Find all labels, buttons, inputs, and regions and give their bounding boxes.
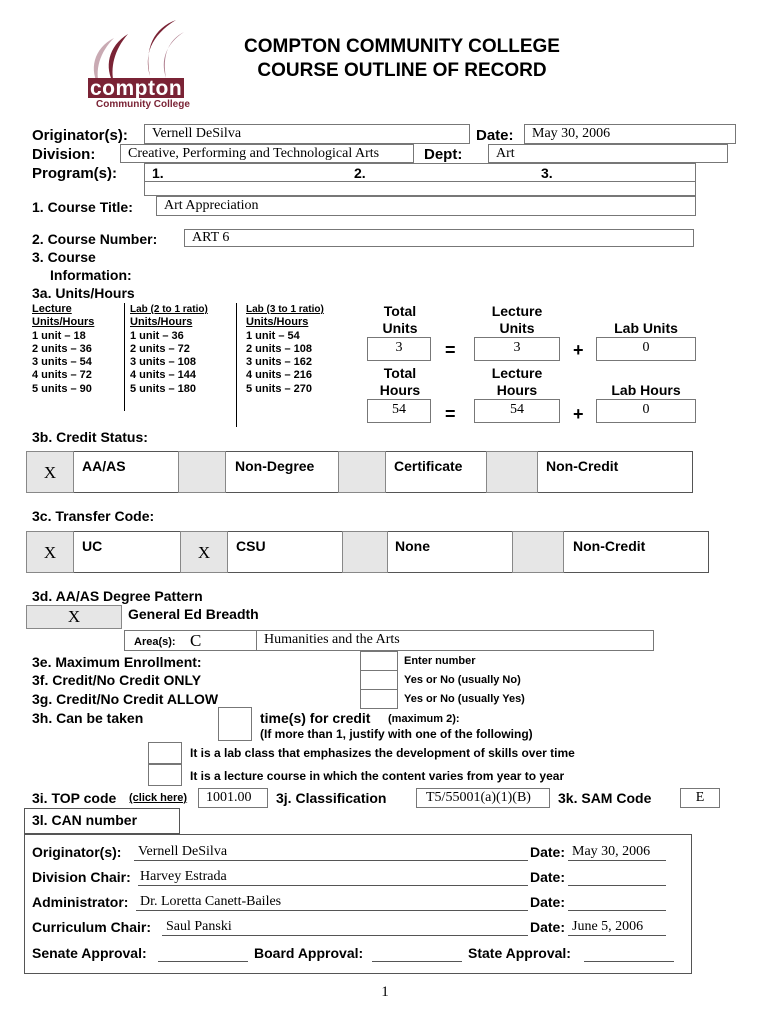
lecture-header-2: Units/Hours xyxy=(32,316,95,328)
state-approval-label: State Approval: xyxy=(468,945,571,961)
sig-chair-line xyxy=(138,885,528,886)
date-value: May 30, 2006 xyxy=(532,126,611,141)
sig-admin-date-line xyxy=(568,910,666,911)
units-divider xyxy=(236,303,237,427)
lab-hours-value: 0 xyxy=(642,402,650,417)
dept-field[interactable] xyxy=(488,144,728,163)
equals-sign: = xyxy=(445,340,456,360)
classification-label: 3j. Classification xyxy=(276,790,387,806)
sig-curriculum-label: Curriculum Chair: xyxy=(32,919,152,935)
originator-value: Vernell DeSilva xyxy=(152,126,242,141)
cnc-only-label: 3f. Credit/No Credit ONLY xyxy=(32,672,202,688)
course-title-value: Art Appreciation xyxy=(164,198,259,213)
program-3: 3. xyxy=(541,165,553,181)
lab31-header-1: Lab (3 to 1 ratio) xyxy=(246,304,324,315)
lecture-hours-value: 54 xyxy=(510,402,524,417)
course-info-line2: Information: xyxy=(50,267,132,283)
sig-chair-date-line xyxy=(568,885,666,886)
lab31-row: 1 unit – 54 xyxy=(246,330,300,342)
credit-aaas-label: AA/AS xyxy=(82,458,126,474)
credit-certificate-checkbox[interactable] xyxy=(338,451,386,493)
total-units-label-1: Total xyxy=(383,303,417,319)
lab-hours-label: Lab Hours xyxy=(611,382,681,398)
lab21-row: 2 units – 72 xyxy=(130,343,190,355)
sig-curriculum-value: Saul Panski xyxy=(166,919,232,934)
total-units-label-2: Units xyxy=(382,320,418,336)
dept-value: Art xyxy=(496,146,515,161)
credit-nondegree-checkbox[interactable] xyxy=(178,451,226,493)
transfer-noncredit-label: Non-Credit xyxy=(573,538,646,554)
can-number-label: 3l. CAN number xyxy=(32,812,138,828)
lecture-hours-label-2: Hours xyxy=(496,382,538,398)
max-enrollment-hint: Enter number xyxy=(404,655,476,667)
cnc-only-field[interactable] xyxy=(360,670,398,690)
max-enrollment-field[interactable] xyxy=(360,651,398,671)
transfer-uc-mark: X xyxy=(43,543,57,562)
credit-certificate-label: Certificate xyxy=(394,458,463,474)
lecture-row: 1 unit – 18 xyxy=(32,330,86,342)
program-2: 2. xyxy=(354,165,366,181)
top-code-value: 1001.00 xyxy=(206,790,252,805)
classification-value: T5/55001(a)(1)(B) xyxy=(426,790,531,805)
sig-admin-date-label: Date: xyxy=(530,894,566,910)
justify-note: (If more than 1, justify with one of the following) xyxy=(260,727,533,741)
sig-chair-value: Harvey Estrada xyxy=(140,869,227,884)
division-label: Division: xyxy=(32,146,96,163)
ge-breadth-label: General Ed Breadth xyxy=(128,606,259,622)
lab21-row: 3 units – 108 xyxy=(130,356,197,368)
sig-admin-value: Dr. Loretta Canett-Bailes xyxy=(140,894,282,909)
board-approval-line xyxy=(372,961,462,962)
credit-noncredit-checkbox[interactable] xyxy=(486,451,538,493)
units-divider xyxy=(124,303,125,411)
area-divider xyxy=(256,630,257,651)
lab31-row: 3 units – 162 xyxy=(246,356,313,368)
degree-pattern-label: 3d. AA/AS Degree Pattern xyxy=(32,588,203,604)
sig-originator-value: Vernell DeSilva xyxy=(138,844,228,859)
lecture-hours-label-1: Lecture xyxy=(491,365,543,381)
sig-admin-label: Administrator: xyxy=(32,894,129,910)
equals-sign: = xyxy=(445,404,456,424)
page-title-line1: COMPTON COMMUNITY COLLEGE xyxy=(244,36,560,57)
total-hours-label-1: Total xyxy=(383,365,417,381)
top-code-label: 3i. TOP code xyxy=(32,790,117,806)
area-description: Humanities and the Arts xyxy=(264,632,400,647)
max-enrollment-label: 3e. Maximum Enrollment: xyxy=(32,654,202,670)
lab31-header-2: Units/Hours xyxy=(246,316,309,328)
lab31-row: 5 units – 270 xyxy=(246,383,313,395)
page-number: 1 xyxy=(381,984,389,1000)
total-hours-value: 54 xyxy=(392,402,406,417)
lab31-row: 2 units – 108 xyxy=(246,343,313,355)
sig-originator-date: May 30, 2006 xyxy=(572,844,651,859)
transfer-csu-label: CSU xyxy=(236,538,266,554)
sig-curriculum-line xyxy=(162,935,528,936)
sig-originator-date-line xyxy=(568,860,666,861)
course-number-label: 2. Course Number: xyxy=(32,231,158,247)
lecture-header-1: Lecture xyxy=(32,303,72,315)
transfer-none-label: None xyxy=(395,538,430,554)
sam-code-label: 3k. SAM Code xyxy=(558,790,652,806)
sig-curriculum-date: June 5, 2006 xyxy=(572,919,644,934)
top-code-link[interactable]: (click here) xyxy=(129,792,188,804)
plus-sign: + xyxy=(573,340,584,360)
lecture-row: 5 units – 90 xyxy=(32,383,92,395)
lab21-row: 5 units – 180 xyxy=(130,383,197,395)
state-approval-line xyxy=(584,961,674,962)
transfer-noncredit-checkbox[interactable] xyxy=(512,531,564,573)
programs-label: Program(s): xyxy=(32,165,118,182)
plus-sign: + xyxy=(573,404,584,424)
reason-lecture-checkbox[interactable] xyxy=(148,764,182,786)
reason-lab-text: It is a lab class that emphasizes the development of skills over time xyxy=(190,746,575,760)
sig-chair-date-label: Date: xyxy=(530,869,566,885)
can-be-taken-label: 3h. Can be taken xyxy=(32,710,144,726)
college-logo xyxy=(84,18,194,114)
transfer-csu-mark: X xyxy=(197,543,211,562)
course-title-label: 1. Course Title: xyxy=(32,199,133,215)
credit-nondegree-label: Non-Degree xyxy=(235,458,315,474)
sam-code-value: E xyxy=(695,790,705,805)
lecture-row: 4 units – 72 xyxy=(32,369,92,381)
area-label: Area(s): xyxy=(134,636,176,648)
ge-breadth-mark: X xyxy=(67,607,81,626)
programs-field[interactable] xyxy=(144,163,696,182)
times-for-credit-label: time(s) for credit xyxy=(260,710,371,726)
times-for-credit-field[interactable] xyxy=(218,707,252,741)
total-hours-label-2: Hours xyxy=(379,382,421,398)
date-label: Date: xyxy=(476,127,514,144)
lab21-header-1: Lab (2 to 1 ratio) xyxy=(130,304,208,315)
credit-aaas-mark: X xyxy=(43,463,57,482)
sig-admin-line xyxy=(136,910,528,911)
logo-wordmark: compton xyxy=(90,77,183,100)
lecture-units-label-2: Units xyxy=(499,320,535,336)
sig-chair-label: Division Chair: xyxy=(32,869,131,885)
lab31-row: 4 units – 216 xyxy=(246,369,313,381)
sig-originator-line xyxy=(134,860,528,861)
page-title-line2: COURSE OUTLINE OF RECORD xyxy=(257,60,547,81)
total-units-value: 3 xyxy=(395,340,403,355)
lecture-row: 3 units – 54 xyxy=(32,356,92,368)
transfer-uc-label: UC xyxy=(82,538,103,554)
transfer-code-label: 3c. Transfer Code: xyxy=(32,508,155,524)
lab21-header-2: Units/Hours xyxy=(130,316,193,328)
sig-curriculum-date-label: Date: xyxy=(530,919,566,935)
originator-label: Originator(s): xyxy=(32,127,128,144)
cnc-only-hint: Yes or No (usually No) xyxy=(404,674,521,686)
lecture-units-value: 3 xyxy=(513,340,521,355)
senate-approval-line xyxy=(158,961,248,962)
dept-label: Dept: xyxy=(424,146,463,163)
lab-units-label: Lab Units xyxy=(614,320,678,336)
lab21-row: 1 unit – 36 xyxy=(130,330,184,342)
transfer-none-checkbox[interactable] xyxy=(342,531,388,573)
program-1: 1. xyxy=(152,165,164,181)
course-info-line1: 3. Course xyxy=(32,249,96,265)
sig-originator-date-label: Date: xyxy=(530,844,566,860)
sig-curriculum-date-line xyxy=(568,935,666,936)
cnc-allow-label: 3g. Credit/No Credit ALLOW xyxy=(32,691,219,707)
credit-noncredit-label: Non-Credit xyxy=(546,458,619,474)
senate-approval-label: Senate Approval: xyxy=(32,945,147,961)
lab-units-value: 0 xyxy=(642,340,650,355)
reason-lecture-text: It is a lecture course in which the content varies from year to year xyxy=(190,769,565,783)
lecture-row: 2 units – 36 xyxy=(32,343,92,355)
course-number-value: ART 6 xyxy=(192,230,230,245)
course-number-field[interactable] xyxy=(184,229,694,247)
cnc-allow-field[interactable] xyxy=(360,689,398,709)
division-value: Creative, Performing and Technological Arts xyxy=(128,146,380,161)
units-hours-label: 3a. Units/Hours xyxy=(32,285,135,301)
reason-lab-checkbox[interactable] xyxy=(148,742,182,764)
lecture-units-label-1: Lecture xyxy=(491,303,543,319)
credit-status-label: 3b. Credit Status: xyxy=(32,429,148,445)
lab21-row: 4 units – 144 xyxy=(130,369,197,381)
area-value: C xyxy=(190,631,202,650)
sig-originator-label: Originator(s): xyxy=(32,844,122,860)
times-max-note: (maximum 2): xyxy=(388,713,460,725)
cnc-allow-hint: Yes or No (usually Yes) xyxy=(404,693,525,705)
board-approval-label: Board Approval: xyxy=(254,945,364,961)
logo-subtext: Community College xyxy=(96,99,190,110)
programs-extra-row xyxy=(144,182,696,196)
